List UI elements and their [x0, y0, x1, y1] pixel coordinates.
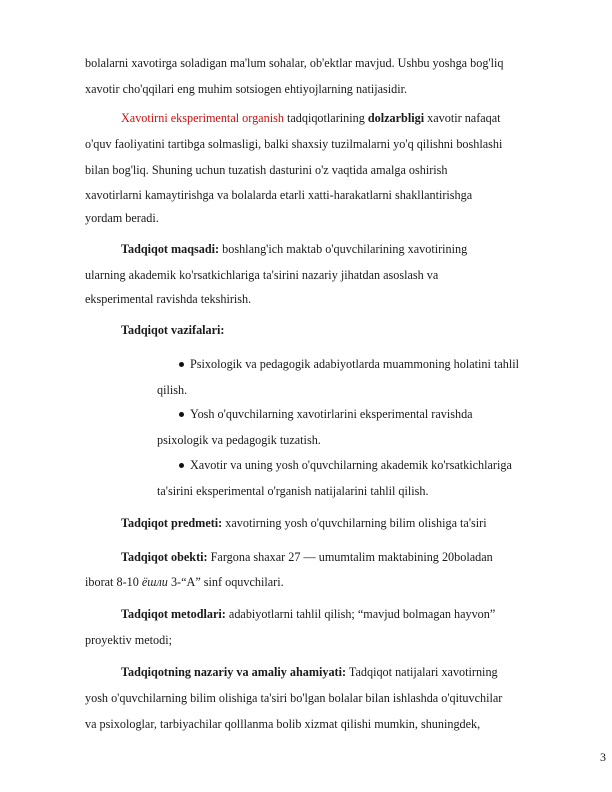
obekt-line2: iborat 8-10 ёшли 3-“A” sinf oquvchilari.: [85, 575, 284, 589]
list-item-2-line2: psixologik va pedagogik tuzatish.: [157, 433, 321, 447]
maqsad-label: Tadqiqot maqsadi:: [121, 242, 220, 256]
bullet-icon: [179, 463, 184, 468]
para1-line2: xavotir cho'qqilari eng muhim sotsiogen ehtiyojlarning natijasidir.: [85, 82, 408, 96]
predmet-label: Tadqiqot predmeti:: [121, 516, 223, 530]
para1-line1: bolalarni xavotirga soladigan ma'lum sohalar, ob'ektlar mavjud. Ushbu yoshga bog'liq: [85, 56, 504, 70]
maqsad-line3: eksperimental ravishda tekshirish.: [85, 292, 252, 306]
bullet-icon: [179, 412, 184, 417]
para2-line1: Xavotirni eksperimental organish tadqiqotlarining dolzarbligi xavotir nafaqat: [121, 111, 501, 125]
list-item-3-line2: ta'sirini eksperimental o'rganish natijalarini tahlil qilish.: [157, 484, 429, 498]
maqsad-line1: Tadqiqot maqsadi: boshlang'ich maktab o'quvchilarining xavotirining: [121, 242, 468, 256]
para2-line4: xavotirlarni kamaytirishga va bolalarda etarli xatti-harakatlarni shakllantirishga: [85, 188, 473, 202]
vazifalar-label: Tadqiqot vazifalari:: [121, 323, 225, 337]
ahamiyat-line2: yosh o'quvchilarning bilim olishiga ta'siri bo'lgan bolalar bilan ishlashda o'qituvchilar: [85, 691, 503, 705]
bold-term: dolzarbligi: [367, 111, 425, 125]
metodlar-line2: proyektiv metodi;: [85, 633, 172, 647]
metodlar-label: Tadqiqot metodlari:: [121, 607, 226, 621]
highlighted-phrase: Xavotirni eksperimental organish: [121, 111, 284, 125]
maqsad-line2: ularning akademik ko'rsatkichlariga ta'sirini nazariy jihatdan asoslash va: [85, 268, 439, 282]
para2-line3: bilan bog'liq. Shuning uchun tuzatish dasturini o'z vaqtida amalga oshirish: [85, 163, 448, 177]
obekt-line1: Tadqiqot obekti: Fargona shaxar 27 — umumtalim maktabining 20boladan: [121, 550, 493, 564]
ahamiyat-label: Tadqiqotning nazariy va amaliy ahamiyati:: [121, 665, 347, 679]
list-item-2-line1: Yosh o'quvchilarning xavotirlarini eksperimental ravishda: [190, 407, 473, 421]
obekt-label: Tadqiqot obekti:: [121, 550, 208, 564]
para2-line5: yordam beradi.: [85, 211, 159, 225]
para2-line2: o'quv faoliyatini tartibga solmasligi, balki shaxsiy tuzilmalarni yo'q qilishni boshlashi: [85, 137, 503, 151]
ahamiyat-line3: va psixologlar, tarbiyachilar qolllanma bolib xizmat qilishi mumkin, shuningdek,: [85, 717, 481, 731]
list-item-3-line1: Xavotir va uning yosh o'quvchilarning akademik ko'rsatkichlariga: [190, 458, 512, 472]
metodlar-line1: Tadqiqot metodlari: adabiyotlarni tahlil qilish; “mavjud bolmagan hayvon”: [121, 607, 496, 621]
ahamiyat-line1: Tadqiqotning nazariy va amaliy ahamiyati: Tadqiqot natijalari xavotirning: [121, 665, 498, 679]
predmet-line: Tadqiqot predmeti: xavotirning yosh o'quvchilarning bilim olishiga ta'siri: [121, 516, 487, 530]
bullet-icon: [179, 362, 184, 367]
page-number: 3: [600, 750, 606, 764]
list-item-1-line1: Psixologik va pedagogik adabiyotlarda muammoning holatini tahlil: [190, 357, 520, 371]
list-item-1-line2: qilish.: [157, 383, 188, 397]
